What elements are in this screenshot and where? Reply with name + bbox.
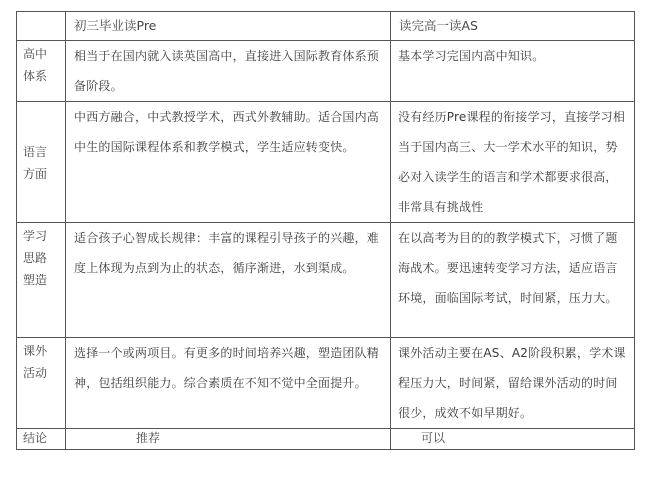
table-row: [17, 102, 635, 223]
table-header-row: [17, 12, 635, 41]
row-label-activities: [17, 338, 66, 429]
as-cell-thinking: 在以高考为目的的教学模式下，习惯了题海战术。要迅速转变学习方法，适应语言环境，面临国际考试，时间紧，压力大。: [391, 223, 635, 338]
row-label-text: 学习 思路 塑造: [23, 229, 48, 287]
header-as-cell: 读完高一读AS: [391, 12, 635, 41]
pre-cell-language: 中西方融合，中式教授学术，西式外教辅助。适合国内高中生的国际课程体系和教学模式，学生适应转变快。: [66, 102, 391, 223]
as-cell-activities: 课外活动主要在AS、A2阶段积累，学术课程压力大，时间紧，留给课外活动的时间很少，成效不如早期好。: [391, 338, 635, 429]
pre-cell-system: 相当于在国内就入读英国高中，直接进入国际教育体系预备阶段。: [66, 41, 391, 102]
header-empty-cell: [17, 12, 66, 41]
as-cell-language: 没有经历Pre课程的衔接学习，直接学习相当于国内高三、大一学术水平的知识，势必对入读学生的语言和学术都要求很高，非常具有挑战性: [391, 102, 635, 223]
row-label-conclusion: 结论: [17, 429, 66, 450]
row-label-system: [17, 41, 66, 102]
row-label-text: 高中 体系: [23, 47, 48, 83]
pre-cell-activities: 选择一个或两项目。有更多的时间培养兴趣，塑造团队精神，包括组织能力。综合素质在不知不觉中全面提升。: [66, 338, 391, 429]
table-row: [17, 223, 635, 338]
row-label-text: 课外 活动: [23, 344, 48, 380]
as-cell-system: 基本学习完国内高中知识。: [391, 41, 635, 102]
header-pre-cell: 初三毕业读Pre: [66, 12, 391, 41]
row-label-language: [17, 102, 66, 223]
pre-cell-thinking: 适合孩子心智成长规律：丰富的课程引导孩子的兴趣，难度上体现为点到为止的状态，循序渐进，水到渠成。: [66, 223, 391, 338]
row-label-thinking: [17, 223, 66, 338]
conclusion-row: [17, 429, 635, 450]
comparison-table: [16, 11, 635, 450]
as-conclusion-cell: 可以: [391, 429, 635, 450]
pre-conclusion-cell: 推荐: [66, 429, 391, 450]
row-label-text: 语言 方面: [23, 145, 48, 181]
table-row: [17, 338, 635, 429]
table-row: [17, 41, 635, 102]
